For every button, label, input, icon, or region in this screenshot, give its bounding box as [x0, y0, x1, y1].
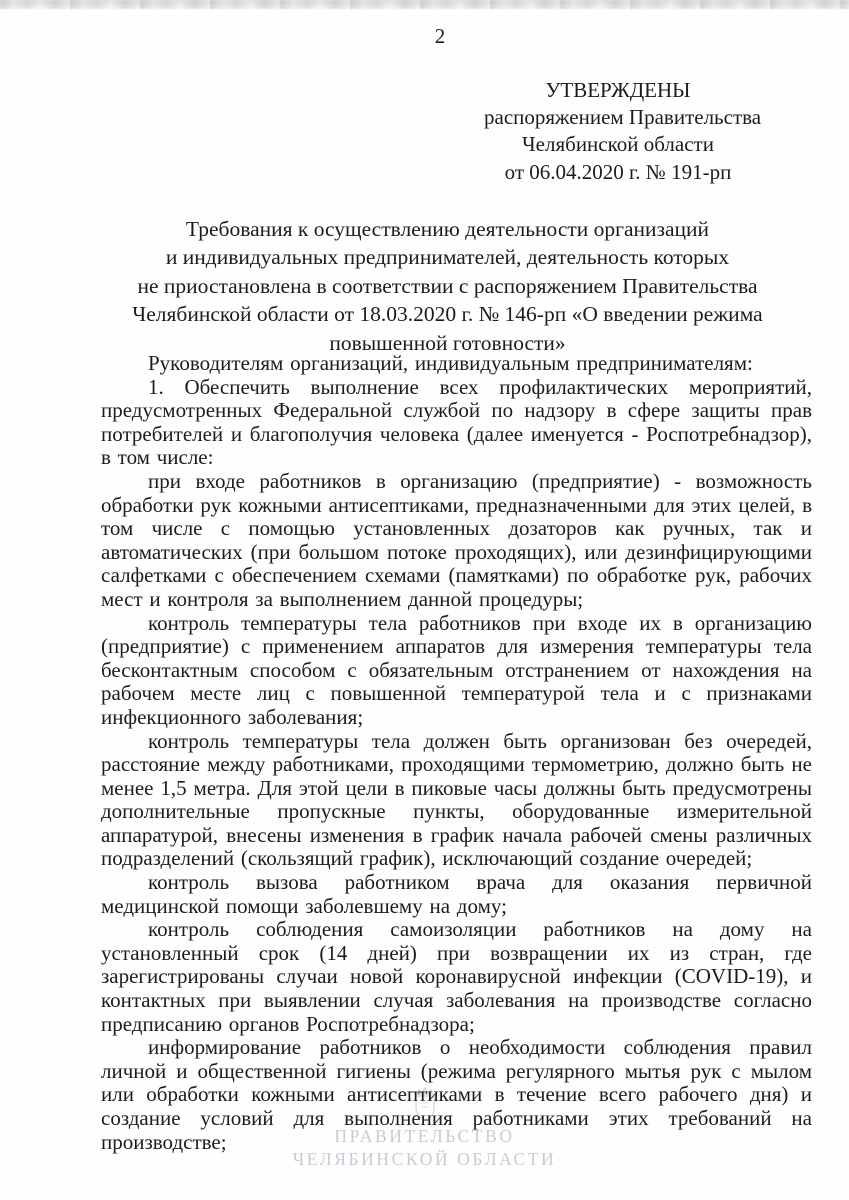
approval-block: [484, 77, 762, 186]
approval-line: Челябинской области: [522, 132, 714, 157]
approval-line: распоряжением Правительства: [484, 105, 762, 130]
paragraph: 1. Обеспечить выполнение всех профилактических мероприятий, предусмотренных Федеральной службой по надзору в сфере защиты прав потребителей и благополучия человека (далее именуется - Роспотребнадзор), в том числе:: [101, 374, 812, 470]
scan-artifact-top: [0, 0, 849, 9]
paragraph: информирование работников о необходимости соблюдения правил личной и общественной гигиены (режима регулярного мытья рук с мылом или обработки кожными антисептиками в течение всего рабочего дня) и создание условий для выполнения работниками этих требований на производстве;: [101, 1035, 812, 1154]
title-line: Требования к осуществлению деятельности организаций: [185, 217, 710, 241]
page-number: 2: [434, 24, 446, 48]
paragraph: контроль вызова работником врача для оказания первичной медицинской помощи заболевшему на дому;: [101, 870, 812, 918]
paragraph: при входе работников в организацию (предприятие) - возможность обработки рук кожными антисептиками, предназначенными для этих целей, в том числе с помощью установленных дозаторов как ручных, так и автоматических (при большом потоке проходящих), или дезинфицирующими салфетками с обеспечением схемами (памятками) по обработке рук, рабочих мест и контроля за выполнением данной процедуры;: [101, 468, 812, 611]
title-line: не приостановлена в соответствии с распоряжением Правительства: [137, 273, 758, 298]
watermark-line-2: ЧЕЛЯБИНСКОЙ ОБЛАСТИ: [292, 1149, 557, 1169]
paragraph: контроль температуры тела должен быть организован без очередей, расстояние между работниками, проходящими термометрию, должно быть не менее 1,5 метра. Для этой цели в пиковые часы должны быть предусмотрены дополнительные пропускные пункты, оборудованные измерительной аппаратурой, внесены изменения в график начала рабочей смены различных подразделений (скользящий график), исключающий создание очередей;: [101, 728, 812, 871]
paragraph: контроль соблюдения самоизоляции работников на дому на установленный срок (14 дней) при возвращении их из стран, где зарегистрированы случаи новой коронавирусной инфекции (COVID-19), и контактных при выявлении случая заболевания на производстве согласно предписанию органов Роспотребнадзора;: [101, 917, 812, 1036]
title-line: повышенной готовности»: [329, 330, 566, 355]
approval-line: УТВЕРЖДЕНЫ: [545, 78, 691, 102]
title-line: и индивидуальных предпринимателей, деятельность которых: [165, 245, 730, 270]
watermark-line-1: ПРАВИТЕЛЬСТВО: [334, 1126, 515, 1146]
approval-line: от 06.04.2020 г. № 191-рп: [504, 159, 732, 184]
document-title: [90, 215, 805, 357]
paragraph: Руководителям организаций, индивидуальным предпринимателям:: [148, 351, 753, 375]
title-line: Челябинской области от 18.03.2020 г. № 146-рп «О введении режима: [132, 302, 763, 327]
document-body: [101, 352, 812, 1154]
paragraph: контроль температуры тела работников при входе их в организацию (предприятие) с применением аппаратов для измерения температуры тела бесконтактным способом с обязательным отстранением от нахождения на рабочем месте лиц с повышенной температурой тела и с признаками инфекционного заболевания;: [101, 610, 812, 729]
